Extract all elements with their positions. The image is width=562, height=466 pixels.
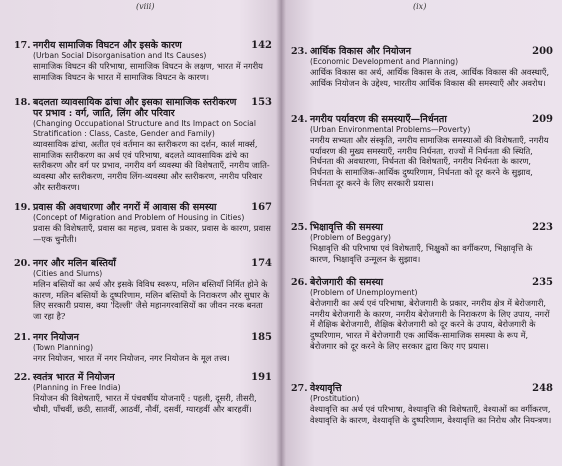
entry-english-title: (Concept of Migration and Problem of Housing in Cities) xyxy=(33,213,245,222)
entry-description: सामाजिक विघटन की परिभाषा, सामाजिक विघटन के लक्षण, भारत में नगरीय सामाजिक विघटन के भारत में सामाजिक विघटन के कारण। xyxy=(33,61,263,82)
entry-english-title: (Urban Environmental Problems—Poverty) xyxy=(310,125,471,134)
entry-page-number: 185 xyxy=(251,332,272,343)
entry-description: प्रवास की विशेषताएँ, प्रवास का महत्त्व, प्रवास के प्रकार, प्रवास के कारण, प्रवास—एक चुनौती। xyxy=(33,223,271,244)
entry-description: नगरीय सभ्यता और संस्कृति, नगरीय सामाजिक समस्याओं की विशेषताएँ, नगरीय पर्यावरण की मुख्य समस्याएँ, नगरीय निर्धनता, राज्यों में निर्धनता की स्थिति, निर्धनता की अवधारणा, निर्धनता की विशेषताएँ, नगरीय निर्धनता के कारण, निर्धनता के सामाजिक-आर्थिक दुष्परिणाम, निर्धनता को दूर करने के सुझाव, निर्धनता दूर करने के लिए सरकारी प्रयास। xyxy=(310,135,549,188)
toc-entry xyxy=(14,97,272,193)
entry-english-title: (Problem of Beggary) xyxy=(310,233,391,242)
page-folio: (viii) xyxy=(136,2,155,11)
entry-title: नगर नियोजन xyxy=(33,332,79,343)
entry-number: 17. xyxy=(14,40,31,51)
entry-title: नगर और मलिन बस्तियाँ xyxy=(33,258,116,269)
entry-description: नियोजन की विशेषताएँ, भारत में पंचवर्षीय योजनाएँ : पहली, दूसरी, तीसरी, चौथी, पाँचवीं, छठी, सातवीं, आठवीं, नौवीं, दसवीं, ग्यारहवीं और बारहवीं। xyxy=(33,393,257,414)
entry-english-title: (Urban Social Disorganisation and Its Causes) xyxy=(33,51,207,60)
entry-title: बदलता व्यावसायिक ढांचा और इसका सामाजिक स्तरीकरण पर प्रभाव : वर्ग, जाति, लिंग और परिवार xyxy=(33,97,237,119)
entry-title: स्वतंत्र भारत में नियोजन xyxy=(33,372,115,383)
toc-entry xyxy=(291,46,553,88)
entry-english-title: (Problem of Unemployment) xyxy=(310,288,418,297)
toc-entry xyxy=(291,277,553,352)
entry-page-number: 142 xyxy=(251,40,272,51)
entry-title: भिक्षावृत्ति की समस्या xyxy=(310,222,383,233)
entry-number: 27. xyxy=(291,383,308,394)
entry-page-number: 200 xyxy=(532,46,553,57)
entry-number: 24. xyxy=(291,114,308,125)
right-page xyxy=(281,0,562,466)
entry-english-title: (Prostitution) xyxy=(310,394,360,403)
toc-entry xyxy=(291,222,553,264)
entry-description: बेरोजगारी का अर्थ एवं परिभाषा, बेरोजगारी के प्रकार, नगरीय क्षेत्र में बेरोजगारी, नगरीय बेरोजगारी के कारण, नगरीय बेरोजगारी के निराकरण के लिए उपाय, नगरों में शैक्षिक बेरोजगारी, शैक्षिक बेरोजगारी को दूर करने के उपाय, बेरोजगारी के दुष्परिणाम, भारत में बेरोजगारी एक आर्थिक-सामाजिक समस्या के रूप में, बेरोजगार को दूर करने के लिए सरकार द्वारा किए गए प्रयास। xyxy=(310,298,550,351)
entry-page-number: 153 xyxy=(251,97,272,108)
entry-number: 22. xyxy=(14,372,31,383)
entry-english-title: (Town Planning) xyxy=(33,343,94,352)
book-gutter-shadow xyxy=(276,0,286,466)
entry-description: आर्थिक विकास का अर्थ, आर्थिक विकास के तत्व, आर्थिक विकास की अवस्थाएँ, आर्थिक नियोजन के उद्देश्य, भारतीय आर्थिक विकास की समस्याएँ और अवरोध। xyxy=(310,67,550,88)
entry-title: प्रवास की अवधारणा और नगरों में आवास की समस्या xyxy=(33,202,217,213)
entry-english-title: (Economic Development and Planning) xyxy=(310,57,459,66)
entry-page-number: 248 xyxy=(532,383,553,394)
toc-entry xyxy=(14,40,272,82)
entry-title: नगरीय पर्यावरण की समस्याएँ—निर्धनता xyxy=(310,114,447,125)
entry-number: 21. xyxy=(14,332,31,343)
entry-page-number: 223 xyxy=(532,222,553,233)
entry-description: वेश्यावृत्ति का अर्थ एवं परिभाषा, वेश्यावृत्ति की विशेषताएँ, वेश्याओं का वर्गीकरण, वेश्यावृत्ति के कारण, वेश्यावृत्ति के दुष्परिणाम, वेश्यावृत्ति का निरोध और नियन्त्रण। xyxy=(310,404,552,425)
entry-title: आर्थिक विकास और नियोजन xyxy=(310,46,412,57)
entry-title: बेरोजगारी की समस्या xyxy=(310,277,384,288)
entry-number: 18. xyxy=(14,97,31,108)
entry-number: 19. xyxy=(14,202,31,213)
toc-entry xyxy=(14,332,272,364)
entry-page-number: 167 xyxy=(251,202,272,213)
entry-page-number: 191 xyxy=(251,372,272,383)
entry-page-number: 174 xyxy=(251,258,272,269)
entry-description: मलिन बस्तियों का अर्थ और इसके विविध स्वरूप, मलिन बस्तियाँ निर्मित होने के कारण, मलिन बस्तियों के दुष्परिणाम, मलिन बस्तियों के निराकरण और सुधार के लिए सरकारी प्रयास, क्या 'दिल्ली' जैसे महानगरवासियों का जीवन नरक बनता जा रहा है? xyxy=(33,279,270,322)
entry-number: 26. xyxy=(291,277,308,288)
toc-entry xyxy=(14,202,272,244)
entry-page-number: 235 xyxy=(532,277,553,288)
entry-description: नगर नियोजन, भारत में नगर नियोजन, नगर नियोजन के मूल तत्त्व। xyxy=(33,353,230,363)
toc-entry xyxy=(14,372,272,414)
entry-number: 23. xyxy=(291,46,308,57)
entry-title: नगरीय सामाजिक विघटन और इसके कारण xyxy=(33,40,182,51)
entry-description: भिक्षावृत्ति की परिभाषा एवं विशेषताएँ, भिक्षुकों का वर्गीकरण, भिक्षावृत्ति के कारण, भिक्षावृत्ति उन्मूलन के सुझाव। xyxy=(310,243,533,264)
toc-entry xyxy=(291,383,553,425)
page-folio: (ix) xyxy=(413,2,427,11)
entry-english-title: (Changing Occupational Structure and Its Impact on Social Stratification : Class, Caste, Gender and Family) xyxy=(33,119,256,138)
entry-page-number: 209 xyxy=(532,114,553,125)
entry-english-title: (Planning in Free India) xyxy=(33,383,121,392)
toc-entry xyxy=(291,114,553,189)
entry-number: 20. xyxy=(14,258,31,269)
entry-title: वेश्यावृत्ति xyxy=(310,383,342,394)
toc-entry xyxy=(14,258,272,322)
entry-english-title: (Cities and Slums) xyxy=(33,269,103,278)
entry-number: 25. xyxy=(291,222,308,233)
entry-description: व्यावसायिक ढांचा, अतीत एवं वर्तमान का स्तरीकरण का दर्शन, कार्ल मार्क्स, सामाजिक स्तरीकरण का अर्थ एवं परिभाषा, बदलते व्यावसायिक ढांचे का स्तरीकरण और वर्ग पर प्रभाव, नगरीय वर्ग व्यवस्था की विशेषताएँ, नगरीय जाति-व्यवस्था और स्तरीकरण, नगरीय लिंग-व्यवस्था और स्तरीकरण, नगरीय परिवार और स्तरीकरण। xyxy=(33,139,270,192)
